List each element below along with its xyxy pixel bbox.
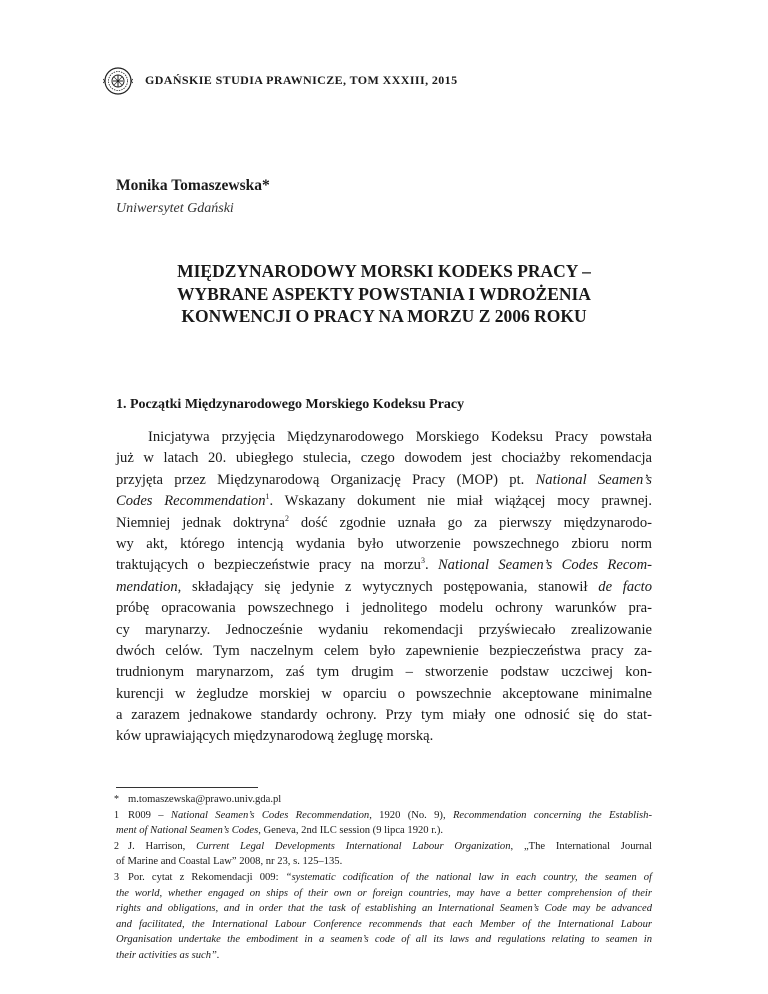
footnote-1: 1 R009 – National Seamen’s Codes Recommendation, 1920 (No. 9), Recommendation concerning the Establish- ment of National Seamen’s Codes, Geneva, 2nd ILC session (9 lipca 1920 r.). xyxy=(114,809,653,837)
body-line: dwóch celów. Tym naczelnym celem było zapewnienie bezpieczeństwa pracy za- xyxy=(116,642,652,659)
running-header xyxy=(103,66,663,96)
author-name: Monika Tomaszewska* xyxy=(116,177,270,194)
footnote-3: 3 Por. cytat z Rekomendacji 009: “systematic codification of the national law in each country, the seamen of the world, whether engaged on ships of their own or foreign countries, may have a better comprehension of their rights and obligations, and in order that the task of establishing an International Seamen’s Code may be advanced and facilitated, the International Labour Conference recommends that each Member of the International Labour Organisation undertake the embodiment in a seamen’s code of all its laws and regulations relating to seamen in their activities as such”. xyxy=(114,871,652,961)
footnote-separator xyxy=(116,787,258,788)
title-line: MIĘDZYNARODOWY MORSKI KODEKS PRACY – xyxy=(177,261,591,281)
body-line: trudnionym marynarzom, zaś tym drugim – stworzenie podstaw uczciwej kon- xyxy=(116,664,652,681)
body-line: wy akt, którego intencją wydania było utworzenie powszechnego zbioru norm xyxy=(116,535,652,552)
body-line: traktujących o bezpieczeństwie pracy na morzu$^3$. National Seamen’s Codes Recom- xyxy=(116,556,653,574)
title-line: WYBRANE ASPEKTY POWSTANIA I WDROŻENIA xyxy=(177,283,591,304)
body-line: Codes Recommendation$^1$. Wskazany dokument nie miał wiążącej mocy prawnej. xyxy=(116,492,652,510)
body-line: kurencji w żegludze morskiej w oparciu o powszechnie akceptowane minimalne xyxy=(116,685,652,702)
body-line: próbę opracowania powszechnego i jednolitego modelu ochrony warunków pra- xyxy=(116,600,652,617)
footnote-ref: 3 xyxy=(420,556,425,566)
body-line: przyjęta przez Międzynarodową Organizację Pracy (MOP) pt. National Seamen’s xyxy=(116,471,652,488)
body-line: już w latach 20. ubiegłego stulecia, czego dowodem jest chociażby rekomendacja xyxy=(116,450,652,467)
body-line: cy marynarzy. Jednocześnie wydaniu rekomendacji przyświecało zrealizowanie xyxy=(116,621,652,638)
author-affiliation: Uniwersytet Gdański xyxy=(116,201,234,216)
article-title xyxy=(116,260,652,328)
body-line: a zarazem jednakowe standardy ochrony. Przy tym miały one odnosić się do stat- xyxy=(116,707,652,724)
section-heading: 1. Początki Międzynarodowego Morskiego Kodeksu Pracy xyxy=(116,397,465,412)
footnote-ref: 1 xyxy=(265,492,270,502)
body-line: Niemniej jednak doktryna$^2$ dość zgodnie uznała go za pierwszy międzynarodo- xyxy=(116,513,652,531)
university-seal-icon xyxy=(103,66,133,96)
footnote-ref: 2 xyxy=(284,513,289,523)
body-line: mendation, składający się jedynie z wytycznych postępowania, stanowił de facto xyxy=(116,578,652,595)
journal-title: GDAŃSKIE STUDIA PRAWNICZE, TOM XXXIII, 2015 xyxy=(145,73,458,87)
footnote-2: 2 J. Harrison, Current Legal Developments International Labour Organization, „The International Journal of Marine and Coastal Law” 2008, nr 23, s. 125–135. xyxy=(114,840,652,868)
title-line: KONWENCJI O PRACY NA MORZU Z 2006 ROKU xyxy=(181,306,587,326)
body-paragraph xyxy=(116,427,652,748)
footnote-author: * m.tomaszewska@prawo.univ.gda.pl xyxy=(114,794,282,805)
body-line: ków uprawiających międzynarodową żeglugę morską. xyxy=(116,728,434,745)
footnotes xyxy=(116,792,652,964)
body-line: Inicjatywa przyjęcia Międzynarodowego Morskiego Kodeksu Pracy powstała xyxy=(148,429,652,445)
